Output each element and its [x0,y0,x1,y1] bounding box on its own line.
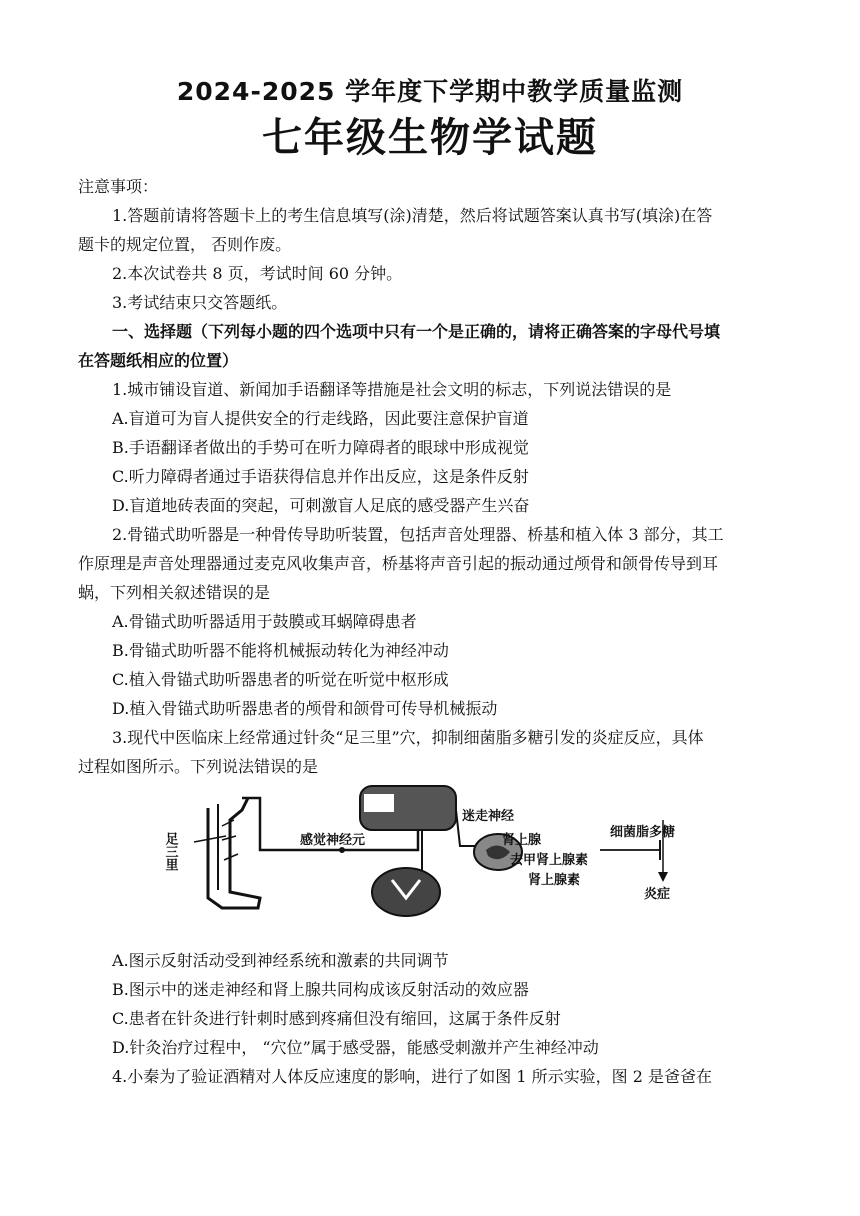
notice-item-1-line-2: 题卡的规定位置， 否则作废。 [78,235,292,254]
q1-option-c: C.听力障碍者通过手语获得信息并作出反应，这是条件反射 [112,467,529,486]
q3-stem-line-2: 过程如图所示。下列说法错误的是 [78,757,319,776]
notice-item-2: 2.本次试卷共 8 页，考试时间 60 分钟。 [112,264,403,283]
notice-item-1-line-1: 1.答题前请将答题卡上的考生信息填写(涂)清楚，然后将试题答案认真书写(填涂)在答 [112,206,713,225]
leg-outline [208,798,260,908]
exam-title: 七年级生物学试题 [262,114,598,161]
q2-stem-line-1: 2.骨锚式助听器是一种骨传导助听装置，包括声音处理器、桥基和植入体 3 部分，其工 [112,525,724,544]
label-inflammation: 炎症 [644,887,671,902]
notice-item-3: 3.考试结束只交答题纸。 [112,293,288,312]
label-sensory-neuron: 感觉神经元 [300,833,366,848]
q3-option-c: C.患者在针灸进行针刺时感到疼痛但没有缩回，这属于条件反射 [112,1009,561,1028]
label-vagus-nerve: 迷走神经 [462,809,515,824]
q2-option-a: A.骨锚式助听器适用于鼓膜或耳蜗障碍患者 [112,612,417,631]
label-lps: 细菌脂多糖 [610,825,676,840]
q2-option-c: C.植入骨锚式助听器患者的听觉在听觉中枢形成 [112,670,449,689]
q1-option-a: A.盲道可为盲人提供安全的行走线路，因此要注意保护盲道 [112,409,529,428]
q1-option-b: B.手语翻译者做出的手势可在听力障碍者的眼球中形成视觉 [112,438,529,457]
label-zusanli-1: 足三里 [162,832,178,871]
exam-subtitle: 2024-2025 学年度下学期中教学质量监测 [176,77,684,106]
label-norepinephrine: 去甲肾上腺素 [510,853,589,868]
q1-stem: 1.城市铺设盲道、新闻加手语翻译等措施是社会文明的标志，下列说法错误的是 [112,380,672,399]
q3-option-b: B.图示中的迷走神经和肾上腺共同构成该反射活动的效应器 [112,980,529,999]
q2-stem-line-3: 蜗，下列相关叙述错误的是 [78,583,271,602]
notice-heading: 注意事项： [78,177,159,196]
label-adrenal-gland: 肾上腺 [502,833,542,848]
label-medulla: 延髓 [364,797,391,812]
section-heading-line-1: 一、选择题（下列每小题的四个选项中只有一个是正确的，请将正确答案的字母代号填 [112,322,721,341]
label-epinephrine: 肾上腺素 [528,873,581,888]
q4-stem: 4.小秦为了验证酒精对人体反应速度的影响，进行了如图 1 所示实验，图 2 是爸爸在 [112,1067,712,1086]
q2-option-b: B.骨锚式助听器不能将机械振动转化为神经冲动 [112,641,449,660]
q3-option-d: D.针灸治疗过程中， “穴位”属于感受器，能感受刺激并产生神经冲动 [112,1038,599,1057]
q3-stem-line-1: 3.现代中医临床上经常通过针灸“足三里”穴，抑制细菌脂多糖引发的炎症反应，具体 [112,728,704,747]
q3-option-a: A.图示反射活动受到神经系统和激素的共同调节 [112,951,449,970]
reflex-diagram [160,780,720,925]
q2-stem-line-2: 作原理是声音处理器通过麦克风收集声音，桥基将声音引起的振动通过颅骨和颌骨传导到耳 [78,554,719,573]
section-heading-line-2: 在答题纸相应的位置） [78,351,239,370]
q2-option-d: D.植入骨锚式助听器患者的颅骨和颌骨可传导机械振动 [112,699,498,718]
q1-option-d: D.盲道地砖表面的突起，可刺激盲人足底的感受器产生兴奋 [112,496,530,515]
spinal-cord-shape [372,868,440,916]
